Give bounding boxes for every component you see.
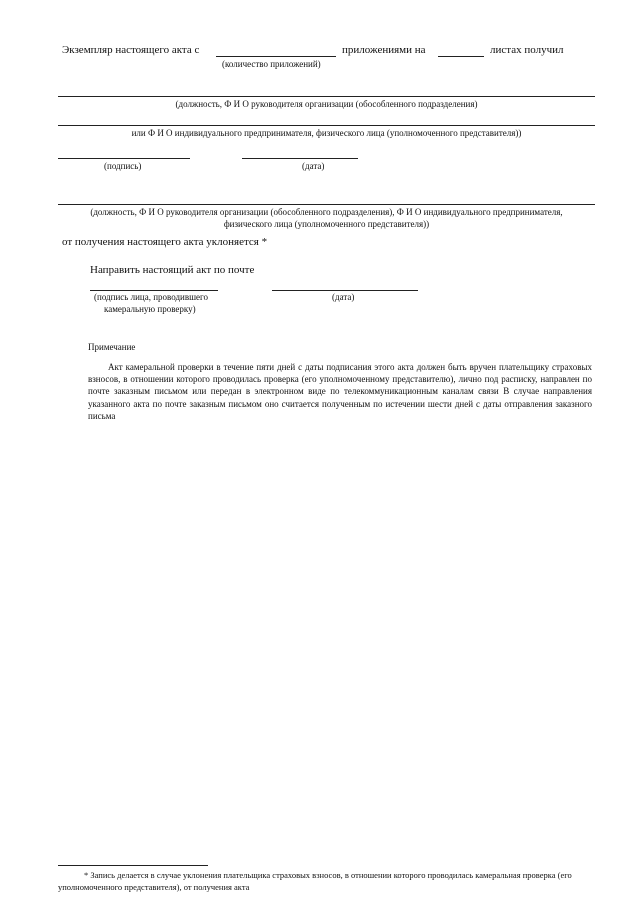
refusal-caption-line1: (должность, Ф И О руководителя организации (обособленного подразделения), Ф И О индивидуального предпринимателя, [90, 207, 563, 217]
receipt-prefix: Экземпляр настоящего акта с [62, 44, 200, 56]
mail-heading: Направить настоящий акт по почте [90, 264, 255, 276]
recipient-position-caption: (должность, Ф И О руководителя организации (обособленного подразделения) [175, 99, 478, 109]
inspector-signature-line[interactable] [90, 290, 218, 291]
inspector-date-caption: (дата) [332, 292, 355, 302]
evasion-text: от получения настоящего акта уклоняется * [62, 236, 268, 248]
recipient-signature-line[interactable] [58, 158, 190, 159]
sheets-count-line[interactable] [438, 56, 484, 57]
footnote-separator [58, 865, 208, 866]
recipient-entrepreneur-caption: или Ф И О индивидуального предпринимателя, физического лица (уполномоченного представителя)) [131, 128, 522, 138]
recipient-date-caption: (дата) [302, 161, 325, 171]
inspector-signature-caption-line2: камеральную проверку) [104, 304, 196, 314]
recipient-date-line[interactable] [242, 158, 358, 159]
recipient-position-line[interactable] [58, 96, 595, 97]
receipt-middle: приложениями на [342, 44, 426, 56]
attachments-caption: (количество приложений) [222, 59, 321, 69]
note-text: Акт камеральной проверки в течение пяти дней с даты подписания этого акта должен быть вручен плательщику страховых взносов, в отношении которого проводилась проверка (его уполномоченному представителю), лично под расписку, направлен по почте заказным письмом или передан в электронном виде по телекоммуникационным каналам связи В случае направления указанного акта по почте заказным письмом оно считается полученным по истечении шести дней с даты отправления заказного письма [88, 362, 592, 421]
refusal-caption-line2: физического лица (уполномоченного представителя)) [223, 219, 430, 229]
inspector-signature-caption-line1: (подпись лица, проводившего [94, 292, 209, 302]
inspector-date-line[interactable] [272, 290, 418, 291]
attachments-count-line[interactable] [216, 56, 336, 57]
recipient-entrepreneur-line[interactable] [58, 125, 595, 126]
receipt-suffix: листах получил [490, 44, 564, 56]
refusal-person-line[interactable] [58, 204, 595, 205]
footnote-text: * Запись делается в случае уклонения плательщика страховых взносов, в отношении которого проводилась камеральная проверка (его уполномоченного представителя), от получения акта [58, 870, 572, 892]
recipient-signature-caption: (подпись) [104, 161, 142, 171]
note-heading: Примечание [88, 342, 136, 352]
